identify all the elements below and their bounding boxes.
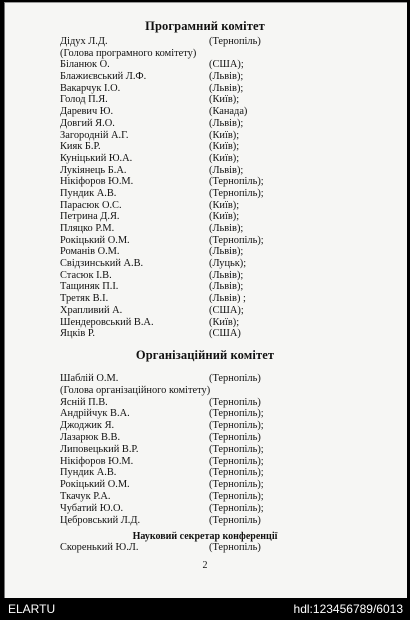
member-name: Парасюк О.С. xyxy=(60,199,122,211)
member-row xyxy=(60,373,360,385)
member-row xyxy=(60,106,360,118)
member-row xyxy=(60,71,360,83)
member-name: Липовецький В.Р. xyxy=(60,443,139,455)
member-city: (Львів); xyxy=(209,71,244,83)
member-name: Третяк В.І. xyxy=(60,293,109,305)
member-row xyxy=(60,235,360,247)
footer-handle: hdl:123456789/6013 xyxy=(293,602,403,616)
member-name: Пундик А.В. xyxy=(60,467,117,479)
member-row xyxy=(60,211,360,223)
member-city: (Тернопіль); xyxy=(209,408,264,420)
member-city: (Львів); xyxy=(209,223,244,234)
member-name: Довгий Я.О. xyxy=(60,117,115,129)
member-city: (Київ); xyxy=(209,316,240,328)
member-city: (Тернопіль); xyxy=(209,443,264,455)
member-name: Тащиняк П.І. xyxy=(60,281,119,293)
chair-note: (Голова програмного комітету) xyxy=(60,47,197,59)
member-row xyxy=(60,328,360,340)
member-name: Храпливий А. xyxy=(60,304,123,316)
member-name: Рокіцький О.М. xyxy=(60,479,130,491)
member-city: (Луцьк); xyxy=(209,258,247,270)
member-city: (Київ); xyxy=(209,211,240,223)
member-row xyxy=(60,153,360,165)
member-row xyxy=(60,515,360,527)
member-name: Цебровський Л.Д. xyxy=(60,514,141,526)
program-committee-heading: Програмний комітет xyxy=(145,19,265,33)
member-name: Голод П.Я. xyxy=(60,94,108,106)
program-committee-list xyxy=(60,36,360,340)
member-row xyxy=(60,479,360,491)
member-row xyxy=(60,467,360,479)
member-city: (Тернопіль); xyxy=(209,234,264,246)
member-city: (Київ); xyxy=(209,199,240,211)
member-city: (Тернопіль); xyxy=(209,479,264,491)
member-name: Блажиєвський Л.Ф. xyxy=(60,71,147,83)
member-name: Шендеровський В.А. xyxy=(60,316,154,328)
member-name: Куніцький Ю.А. xyxy=(60,152,133,164)
member-city: (Львів); xyxy=(209,164,244,176)
member-row xyxy=(60,141,360,153)
member-city: (Тернопіль); xyxy=(209,187,264,199)
member-row xyxy=(60,223,360,235)
member-row xyxy=(60,36,360,48)
member-name: Кияк Б.Р. xyxy=(60,141,101,153)
member-name: Біланюк О. xyxy=(60,59,110,71)
page-number: 2 xyxy=(202,560,208,571)
chair-note: (Голова організаційного комітету) xyxy=(60,384,211,396)
member-name: Стасюк І.В. xyxy=(60,269,112,281)
member-name: Ткачук Р.А. xyxy=(60,490,111,502)
member-row xyxy=(60,270,360,282)
member-name: Нікіфоров Ю.М. xyxy=(60,176,134,188)
member-city: (Тернопіль); xyxy=(209,420,264,432)
member-row xyxy=(60,542,360,554)
member-city: (Тернопіль) xyxy=(209,542,261,553)
member-name: Лазарюк В.В. xyxy=(60,431,121,443)
member-city: (Канада) xyxy=(209,106,248,118)
member-city: (США) xyxy=(209,328,241,340)
member-city: (Тернопіль); xyxy=(209,455,264,467)
member-row xyxy=(60,408,360,420)
member-name: Ясній П.В. xyxy=(60,396,108,408)
member-row xyxy=(60,118,360,130)
member-name: Чубатий Ю.О. xyxy=(60,502,124,514)
member-name: Романів О.М. xyxy=(60,246,120,258)
member-row xyxy=(60,176,360,188)
member-name: Шаблій О.М. xyxy=(60,373,119,384)
member-row xyxy=(60,83,360,95)
member-city: (Київ); xyxy=(209,141,240,153)
member-city: (Львів); xyxy=(209,117,244,129)
member-city: (Львів); xyxy=(209,246,244,258)
member-name: Вакарчук І.О. xyxy=(60,82,121,94)
member-city: (Львів); xyxy=(209,281,244,293)
member-row xyxy=(60,491,360,503)
member-city: (Тернопіль) xyxy=(209,36,261,47)
member-city: (Київ); xyxy=(209,152,240,164)
member-row xyxy=(60,420,360,432)
member-name: Дідух Л.Д. xyxy=(60,36,108,47)
member-name: Яцків Р. xyxy=(60,328,96,340)
member-row xyxy=(60,444,360,456)
organizing-committee-heading: Організаційний комітет xyxy=(135,348,275,362)
member-row xyxy=(60,385,360,397)
member-row xyxy=(60,503,360,515)
member-city: (Тернопіль); xyxy=(209,176,264,188)
member-city: (Тернопіль); xyxy=(209,467,264,479)
member-name: Рокіцький О.М. xyxy=(60,234,130,246)
scientific-secretary-heading: Науковий секретар конференції xyxy=(132,531,278,542)
member-row xyxy=(60,456,360,468)
member-row xyxy=(60,200,360,212)
member-row xyxy=(60,293,360,305)
member-name: Нікіфоров Ю.М. xyxy=(60,455,134,467)
member-name: Пундик А.В. xyxy=(60,187,117,199)
member-city: (Львів); xyxy=(209,269,244,281)
member-row xyxy=(60,305,360,317)
member-city: (США); xyxy=(209,304,244,316)
organizing-committee-list xyxy=(60,373,360,526)
member-row xyxy=(60,432,360,444)
member-row xyxy=(60,48,360,60)
member-city: (Тернопіль) xyxy=(209,431,261,443)
member-city: (Київ); xyxy=(209,94,240,106)
member-row xyxy=(60,246,360,258)
scientific-secretary-list xyxy=(60,542,360,554)
member-city: (Львів) ; xyxy=(209,293,246,305)
member-row xyxy=(60,165,360,177)
member-city: (Тернопіль) xyxy=(209,396,261,408)
member-city: (Тернопіль); xyxy=(209,490,264,502)
member-row xyxy=(60,59,360,71)
footer-bar xyxy=(0,599,410,620)
member-name: Скоренький Ю.Л. xyxy=(60,542,139,553)
member-row xyxy=(60,188,360,200)
member-name: Загородній А.Г. xyxy=(60,129,129,141)
member-name: Пляцко Р.М. xyxy=(60,223,115,234)
member-row xyxy=(60,317,360,329)
member-city: (США); xyxy=(209,59,244,71)
member-row xyxy=(60,130,360,142)
member-city: (Тернопіль) xyxy=(209,373,261,384)
member-row xyxy=(60,258,360,270)
footer-repository-name: ELARTU xyxy=(8,602,56,616)
member-city: (Львів); xyxy=(209,82,244,94)
member-city: (Київ); xyxy=(209,129,240,141)
member-name: Петрина Д.Я. xyxy=(60,211,120,223)
member-name: Лукіянець Б.А. xyxy=(60,164,127,176)
member-row xyxy=(60,94,360,106)
member-row xyxy=(60,281,360,293)
member-name: Джоджик Я. xyxy=(60,420,115,432)
member-name: Андрійчук В.А. xyxy=(60,408,130,420)
member-name: Даревич Ю. xyxy=(60,106,114,118)
member-row xyxy=(60,397,360,409)
member-name: Свідзинський А.В. xyxy=(60,258,144,270)
member-city: (Тернопіль) xyxy=(209,514,261,526)
member-city: (Тернопіль); xyxy=(209,502,264,514)
